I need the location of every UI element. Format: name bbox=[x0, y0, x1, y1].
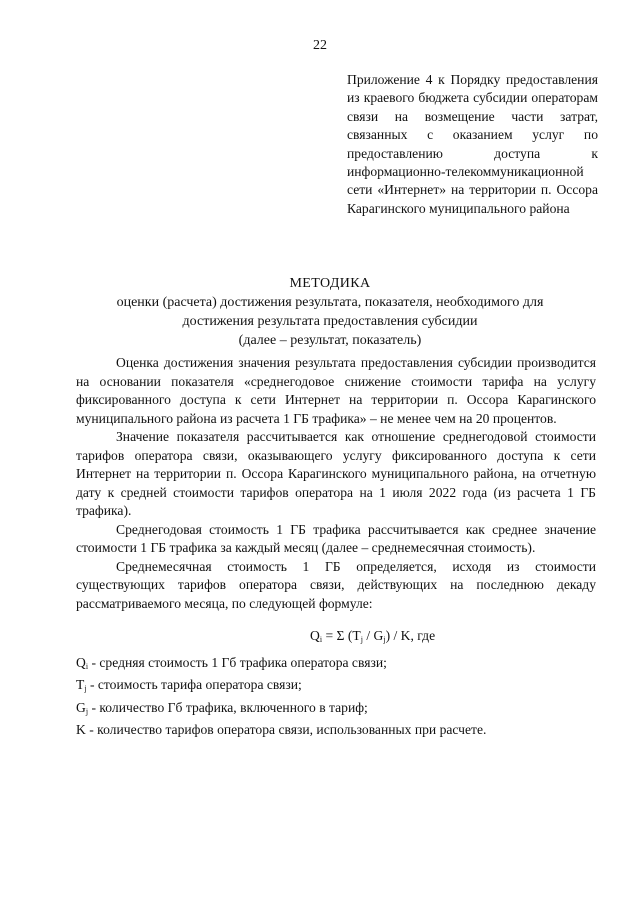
definition-item bbox=[76, 699, 596, 722]
subtitle-line-2: достижения результата предоставления субсидии bbox=[182, 314, 478, 329]
formula-tail: ) / K, где bbox=[385, 628, 436, 643]
document-body bbox=[76, 354, 596, 744]
methodology-heading bbox=[80, 274, 580, 350]
definition-symbol: Q bbox=[76, 654, 86, 670]
paragraph-2: Значение показателя рассчитывается как отношение среднегодовой стоимости тарифов оператора связи, оказывающего услугу фиксированного доступа к сети Интернет на территории п. Оссора Карагинского муниципального района, на отчетную дату к средней стоимости тарифов оператора на 1 июля 2022 года (из расчета 1 ГБ трафика). bbox=[76, 429, 596, 518]
formula-div: / bbox=[362, 628, 374, 643]
formula-t-sub: j bbox=[360, 635, 363, 644]
paragraph-1: Оценка достижения значения результата предоставления субсидии производится на основании показателя «среднегодовое снижение стоимости тарифа на услугу фиксированного доступа к сети Интернет на территории п. Оссора Карагинского муниципального района из расчета 1 ГБ трафика» – не менее чем на 20 процентов. bbox=[76, 355, 596, 426]
definition-subscript: j bbox=[85, 706, 89, 716]
subtitle-line-3: (далее – результат, показатель) bbox=[238, 333, 422, 348]
subtitle-line-1: оценки (расчета) достижения результата, показателя, необходимого для bbox=[116, 295, 544, 310]
appendix-note: Приложение 4 к Порядку предоставления из краевого бюджета субсидии операторам связи на возмещение части затрат, связанных с оказанием услуг по предоставлению доступа к информационно-телекоммуникационной сети «Интернет» на территории п. Оссора Карагинского муниципального района bbox=[347, 72, 598, 216]
document-title: МЕТОДИКА bbox=[289, 276, 371, 291]
formula-eq: = Σ ( bbox=[322, 628, 353, 643]
definition-item bbox=[76, 721, 596, 744]
definition-symbol: K bbox=[76, 722, 86, 737]
definition-text: - средняя стоимость 1 Гб трафика оператора связи; bbox=[88, 654, 387, 670]
definition-text: - количество тарифов оператора связи, использованных при расчете. bbox=[85, 722, 487, 737]
definition-item bbox=[76, 654, 596, 677]
formula-g: G bbox=[373, 628, 384, 643]
definition-text: - стоимость тарифа оператора связи; bbox=[86, 677, 302, 692]
definition-symbol: G bbox=[76, 699, 86, 715]
definition-subscript: j bbox=[84, 684, 87, 693]
definition-item bbox=[76, 676, 596, 699]
paragraph-4: Среднемесячная стоимость 1 ГБ определяется, исходя из стоимости существующих тарифов оператора связи, действующих на последнюю декаду рассматриваемого месяца, по следующей формуле: bbox=[76, 558, 596, 611]
formula bbox=[76, 627, 596, 650]
definition-text: - количество Гб трафика, включенного в тариф; bbox=[88, 699, 368, 715]
page-number: 22 bbox=[313, 38, 327, 53]
definition-subscript: i bbox=[85, 661, 89, 671]
formula-g-sub: j bbox=[383, 635, 386, 644]
paragraph-3: Среднегодовая стоимость 1 ГБ трафика рассчитывается как среднее значение стоимости 1 ГБ трафика за каждый месяц (далее – среднемесячная стоимость). bbox=[76, 521, 596, 555]
formula-q: Q bbox=[310, 628, 320, 643]
definitions-list bbox=[76, 654, 596, 744]
definition-symbol: T bbox=[76, 677, 85, 692]
formula-t: T bbox=[352, 628, 361, 643]
formula-q-sub: i bbox=[319, 635, 323, 644]
